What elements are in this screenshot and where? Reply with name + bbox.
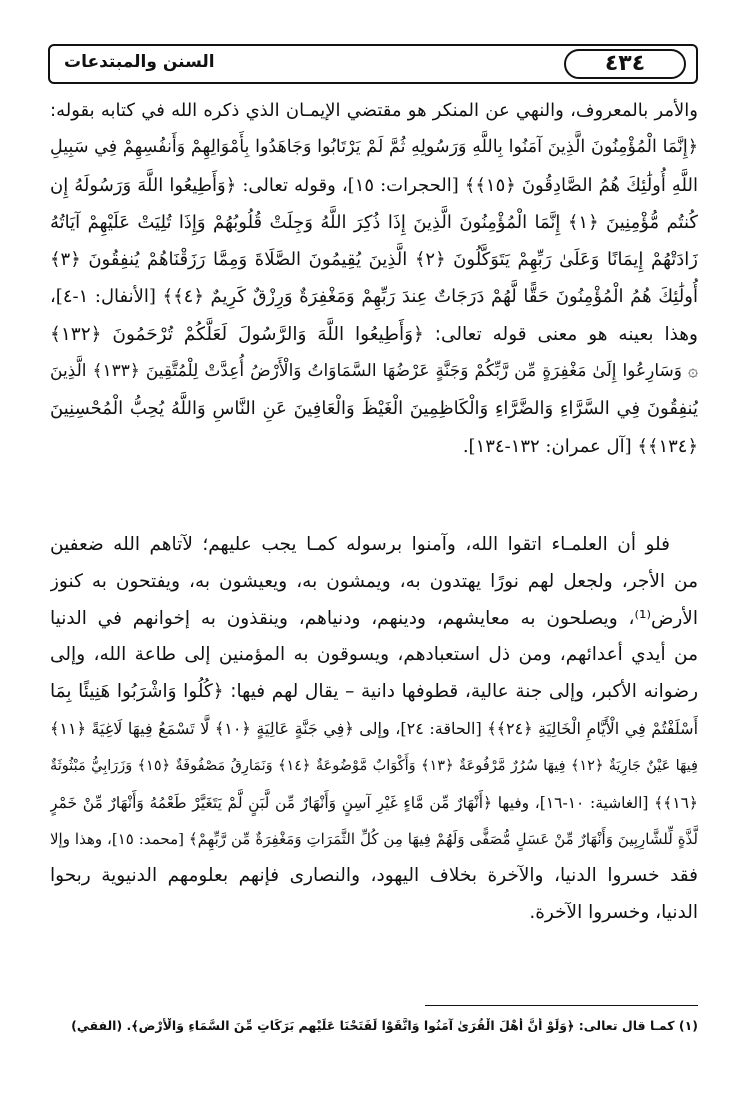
text-line: رضوانه الأكبر، وإلى جنة عالية، قطوفها دانية – يقال لهم فيها: ﴿كُلُوا وَاشْرَبُوا هَنِيئًا بِمَا [50,681,698,703]
quran-line: يُنفِقُونَ فِي السَّرَّاءِ وَالضَّرَّاءِ وَالْكَاظِمِينَ الْغَيْظَ وَالْعَافِينَ عَنِ النَّاسِ وَاللَّهُ يُحِبُّ الْمُحْسِنِينَ [50,398,698,420]
text-line: وهذا بعينه هو معنى قوله تعالى: ﴿وَأَطِيعُوا اللَّهَ وَالرَّسُولَ لَعَلَّكُمْ تُرْحَمُونَ ﴿١٣٢﴾ [50,323,698,345]
quran-line: فِيهَا عَيْنٌ جَارِيَةٌ ﴿١٢﴾ فِيهَا سُرُرٌ مَّرْفُوعَةٌ ﴿١٣﴾ وَأَكْوَابٌ مَّوْضُوعَةٌ ﴿١٤﴾ وَنَمَارِقُ مَصْفُوفَةٌ ﴿١٥﴾ وَزَرَابِيُّ مَبْثُوثَةٌ [50,757,698,774]
text-line: من الأجر، ولجعل لهم نورًا يهتدون به، ويمشون به، ويعيشون به، ويفتحون به كنوز [50,570,698,592]
page-number: ٤٣٤ [564,49,686,79]
quran-line: زَادَتْهُمْ إِيمَانًا وَعَلَىٰ رَبِّهِمْ يَتَوَكَّلُونَ ﴿٢﴾ الَّذِينَ يُقِيمُونَ الصَّلَاةَ وَمِمَّا رَزَقْنَاهُمْ يُنفِقُونَ ﴿٣﴾ [50,249,698,271]
page-header [48,44,698,84]
text-line: والأمر بالمعروف، والنهي عن المنكر هو مقتضي الإيمـان الذي ذكره الله في كتابه بقوله: [50,100,698,121]
text-line: فلو أن العلمـاء اتقوا الله، وآمنوا برسوله كمـا يجب عليهم؛ لآتاهم الله ضعفين [50,534,670,555]
text-line: من أيدي أعدائهم، ومن ذل استعبادهم، ويسوقون به المؤمنين إلى طاعة الله، وإلى [50,644,698,666]
paragraph-2 [50,527,698,932]
footnote: (١) كمـا قال تعالى: ﴿وَلَوْ أَنَّ أَهْلَ الْقُرَىٰ آمَنُوا وَاتَّقَوْا لَفَتَحْنَا عَلَيْهِم بَرَكَاتٍ مِّنَ السَّمَاءِ وَالْأَرْضِ﴾. (الفقي) [71,1018,698,1033]
quran-line: أَسْلَفْتُمْ فِي الْأَيَّامِ الْخَالِيَةِ ﴿٢٤﴾﴾ [الحاقة: ٢٤]، وإلى ﴿فِي جَنَّةٍ عَالِيَةٍ ﴿١٠﴾ لَّا تَسْمَعُ فِيهَا لَاغِيَةً ﴿١١﴾ [50,718,698,738]
quran-line: اللَّهِ أُولَٰئِكَ هُمُ الصَّادِقُونَ ﴿١٥﴾﴾ [الحجرات: ١٥]، وقوله تعالى: ﴿وَأَطِيعُوا اللَّهَ وَرَسُولَهُ إِن [50,174,698,196]
running-title: السنن والمبتدعات [64,52,215,72]
quran-line: ﴿١٦﴾﴾ [الغاشية: ١٠-١٦]، وفيها ﴿أَنْهَارٌ مِّن مَّاءٍ غَيْرِ آسِنٍ وَأَنْهَارٌ مِّن لَّبَنٍ لَّمْ يَتَغَيَّرْ طَعْمُهُ وَأَنْهَارٌ مِّنْ خَمْرٍ [50,793,698,812]
quran-line: ﴿١٣٤﴾﴾ [آل عمران: ١٣٢-١٣٤]. [462,435,698,457]
quran-line: لَّذَّةٍ لِّلشَّارِبِينَ وَأَنْهَارٌ مِّنْ عَسَلٍ مُّصَفًّى وَلَهُمْ فِيهَا مِن كُلِّ الثَّمَرَاتِ وَمَغْفِرَةٌ مِّن رَّبِّهِمْ﴾ [محمد: ١٥]، وهذا وإلا [50,830,698,849]
quran-line: ﴿إِنَّمَا الْمُؤْمِنُونَ الَّذِينَ آمَنُوا بِاللَّهِ وَرَسُولِهِ ثُمَّ لَمْ يَرْتَابُوا وَجَاهَدُوا بِأَمْوَالِهِمْ وَأَنفُسِهِمْ فِي سَبِيلِ [50,137,698,158]
quran-line: ۞ وَسَارِعُوا إِلَىٰ مَغْفِرَةٍ مِّن رَّبِّكُمْ وَجَنَّةٍ عَرْضُهَا السَّمَاوَاتُ وَالْأَرْضُ أُعِدَّتْ لِلْمُتَّقِينَ ﴿١٣٣﴾ الَّذِينَ [50,361,698,382]
quran-line: أُولَٰئِكَ هُمُ الْمُؤْمِنُونَ حَقًّا لَّهُمْ دَرَجَاتٌ عِندَ رَبِّهِمْ وَمَغْفِرَةٌ وَرِزْقٌ كَرِيمٌ ﴿٤﴾﴾ [الأنفال: ١-٤]، [50,286,698,308]
text-line: فقد خسروا الدنيا، والآخرة بخلاف اليهود، والنصارى فإنهم بعلومهم الدنيوية ربحوا [50,865,698,887]
quran-line: كُنتُم مُّؤْمِنِينَ ﴿١﴾ إِنَّمَا الْمُؤْمِنُونَ الَّذِينَ إِذَا ذُكِرَ اللَّهُ وَجِلَتْ قُلُوبُهُمْ وَإِذَا تُلِيَتْ عَلَيْهِمْ آيَاتُهُ [50,211,698,233]
text-line: الأرض⁽¹⁾، ويصلحون به معايشهم، ودينهم، ودنياهم، وينقذون به إخوانهم في الدنيا [50,607,698,629]
text-line: الدنيا، وخسروا الآخرة. [529,901,698,923]
footnote-divider [425,1005,698,1006]
paragraph-1 [50,92,698,465]
